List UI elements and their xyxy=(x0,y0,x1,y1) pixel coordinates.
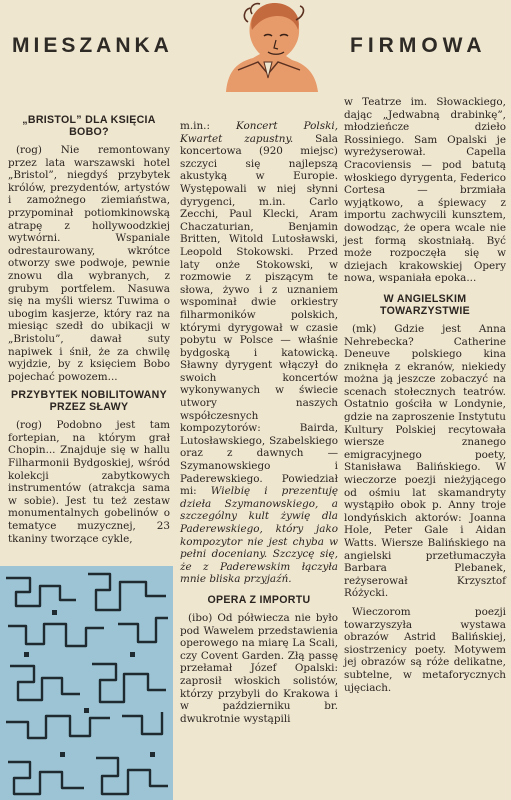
column-1 xyxy=(8,112,170,551)
masthead-left-title: MIESZANKA xyxy=(12,34,173,57)
column-2 xyxy=(180,120,338,731)
article-body: (mk) Gdzie jest Anna Nehrebecka? Catherine Deneuve polskiego kina zniknęła z ekranów, niekiedy można ją jeszcze zobaczyć na scenach stołecznych teatrów. Ostatnio gościła w Londynie, gdzie na zaproszenie Instytutu Kultury Polskiej recytowała wiersze znanego emigracyjnego poety, Stanisława Balińskiego. W wieczorze poezji nieżyjącego od ośmiu lat skamandryty wystąpiło obok p. Anny troje londyńskich aktorów: Joanna Hole, Peter Gale i Aidan Watts. Wiersze Balińskiego na angielski przetłumaczyła Barbara Plebanek, reżyserował Krzysztof Różycki. xyxy=(344,322,506,600)
article-heading: W ANGIELSKIM TOWARZYSTWIE xyxy=(380,292,470,317)
masthead xyxy=(0,0,511,92)
article-body-continued: w Teatrze im. Słowackiego, dając „Jedwabną drabinkę”, młodzieńcze dzieło Rossiniego. Sam Opalski je wyreżyserował. Capella Cracoviensis — pod batutą włoskiego dyrygenta, Federico Cortesa — brzmiała wyjątkowo, a śpiewacy z importu zachwycili kunsztem, dowodząc, że opera wcale nie jest formą skostniałą. Być może rozpoczęła się w dziejach krakowskiej Opery nowa, wspaniała epoka... xyxy=(344,96,506,285)
article-body: Wieczorom poezji towarzyszyła wystawa obrazów Astrid Balińskiej, siostrzenicy poety. Motywem jej obrazów są róże delikatne, subtelne, w metaforycznych ujęciach. xyxy=(344,605,506,694)
column-3 xyxy=(344,96,506,700)
article-body: (rog) Nie remontowany przez lata warszawski hotel „Bristol”, niegdyś przybytek królów, prezydentów, artystów i zamożnego ziemiaństwa, przypominał potiomkinowską atrapę z hollywoodzkiej wytwórni. Wspaniale odrestaurowany, wkrótce otworzy swe podwoje, pewnie znowu dla wybranych, z grubym portfelem. Nasuwa się na myśli wiersz Tuwima o ubogim kasjerze, który raz na miesiąc szedł do ubikacji w „Bristolu”, dawał suty napiwek i śnił, że za chwilę wyjdzie, by z księciem Bobo pojechać powozem... xyxy=(8,144,170,383)
portrait-illustration xyxy=(208,0,328,92)
article-body: (ibo) Od półwiecza nie było pod Wawelem przedstawienia operowego na miarę La Scali, czy Covent Garden. Złą passę przełamał Józef Opalski: zaprosił włoskich solistów, którzy przybyli do Krakowa i w październiku br. dwukrotnie wystąpili xyxy=(180,611,338,725)
article-body: (rog) Podobno jest tam fortepian, na którym grał Chopin... Znajduje się w hallu Filharmonii Bydgoskiej, wśród kolekcji zabytkowych instrumentów (atrakcja sama w sobie). Jest tu też zestaw monumentalnych gobelinów o tematyce muzycznej, 23 tkaniny tworzące cykle, xyxy=(8,419,170,545)
article-heading: „BRISTOL” DLA KSIĘCIA BOBO? xyxy=(22,114,156,138)
article-heading: OPERA Z IMPORTU xyxy=(207,593,311,606)
puzzle-illustration xyxy=(0,566,173,800)
stokowski-quote: Wielbię i prezentuję dzieła Szymanowskiego, a szczególny kult żywię dla Paderewskiego, który jako kompozytor nie jest chyba w pełni doceniany. Szczycę się, że z Paderewskim łączyła mnie bliska przyjaźń. xyxy=(180,485,338,586)
article-heading: PRZYBYTEK NOBILITOWANY PRZEZ SŁAWY xyxy=(11,389,167,414)
masthead-right-title: FIRMOWA xyxy=(350,34,487,57)
article-body-continued: m.in.: Koncert Polski, Kwartet zapustny. Sala koncertowa (920 miejsc) szczyci się najlepszą akustyką w Europie. Występowali w niej słynni dyrygenci, m.in. Carlo Zecchi, Paul Klecki, Aram Chaczaturian, Benjamin Britten, Witold Lutosławski, Leopold Stokowski. Przed laty onże Stokowski, w rozmowie z piszącym te słowa, żywo i z uznaniem wspominał dwie orkiestry filharmoników polskich, którymi dyrygował w czasie pobytu w Polsce — właśnie bydgoską i katowicką. Sławny dyrygent włączył do swoich koncertów wykonywanych w świecie utwory naszych współczesnych kompozytorów: Bairda, Lutosławskiego, Szabelskiego oraz z dawnych — Szymanowskiego i Paderewskiego. Powiedział mi: Wielbię i prezentuję dzieła Szymanowskiego, a szczególny kult żywię dla Paderewskiego, który jako kompozytor nie jest chyba w pełni doceniany. Szczycę się, że z Paderewskim łączyła mnie bliska przyjaźń. xyxy=(180,120,338,586)
